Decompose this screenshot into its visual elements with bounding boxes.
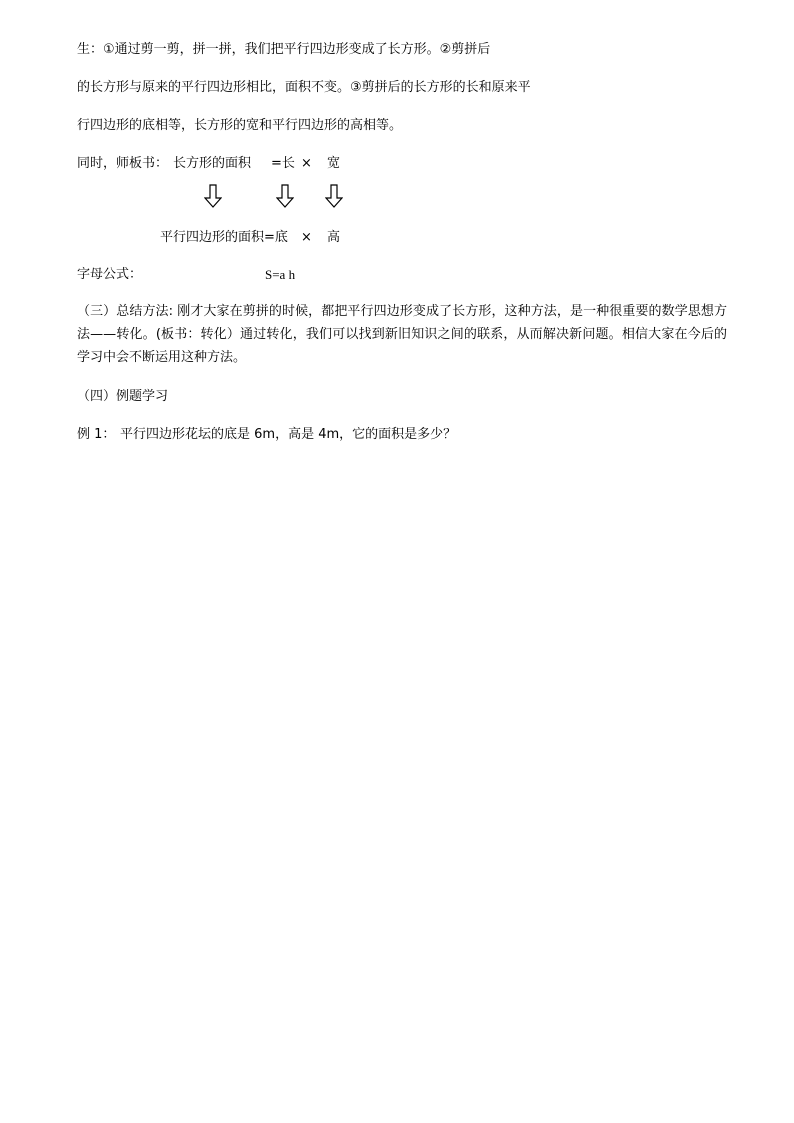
paragraph-line-1: 生：①通过剪一剪，拼一拼，我们把平行四边形变成了长方形。②剪拼后 — [77, 42, 491, 57]
example-question: 平行四边形花坛的底是 6m，高是 4m，它的面积是多少？ — [120, 427, 457, 442]
section-summary-paragraph: （三）总结方法: 刚才大家在剪拼的时候，都把平行四边形变成了长方形，这种方法，是一种很重要的数学思想方法——转化。(板书：转化）通过转化，我们可以找到新旧知识之间的联系，从而解决新问题。相信大家在今后的学习中会不断运用这种方法。 — [77, 304, 727, 365]
equals-length-label: =长 — [271, 156, 295, 171]
paragraph-line-2: 的长方形与原来的平行四边形相比，面积不变。③剪拼后的长方形的长和原来平 — [77, 80, 531, 95]
times-sign-1: × — [301, 156, 312, 171]
example-label: 例 1： — [77, 427, 116, 442]
width-label: 宽 — [327, 156, 341, 171]
board-writing-lead: 同时，师板书： — [77, 156, 169, 171]
parallelogram-area-label: 平行四边形的面积=底 — [160, 230, 288, 245]
letter-formula-label: 字母公式： — [77, 267, 143, 282]
section-example-heading: （四）例题学习 — [77, 389, 169, 404]
down-arrow-icon — [276, 184, 294, 208]
down-arrow-icon — [325, 184, 343, 208]
times-sign-2: × — [301, 230, 312, 245]
height-label: 高 — [327, 230, 341, 245]
letter-formula: S=a h — [265, 267, 296, 282]
rectangle-area-label: 长方形的面积 — [173, 156, 252, 171]
paragraph-line-3: 行四边形的底相等，长方形的宽和平行四边形的高相等。 — [77, 118, 403, 133]
down-arrow-icon — [204, 184, 222, 208]
